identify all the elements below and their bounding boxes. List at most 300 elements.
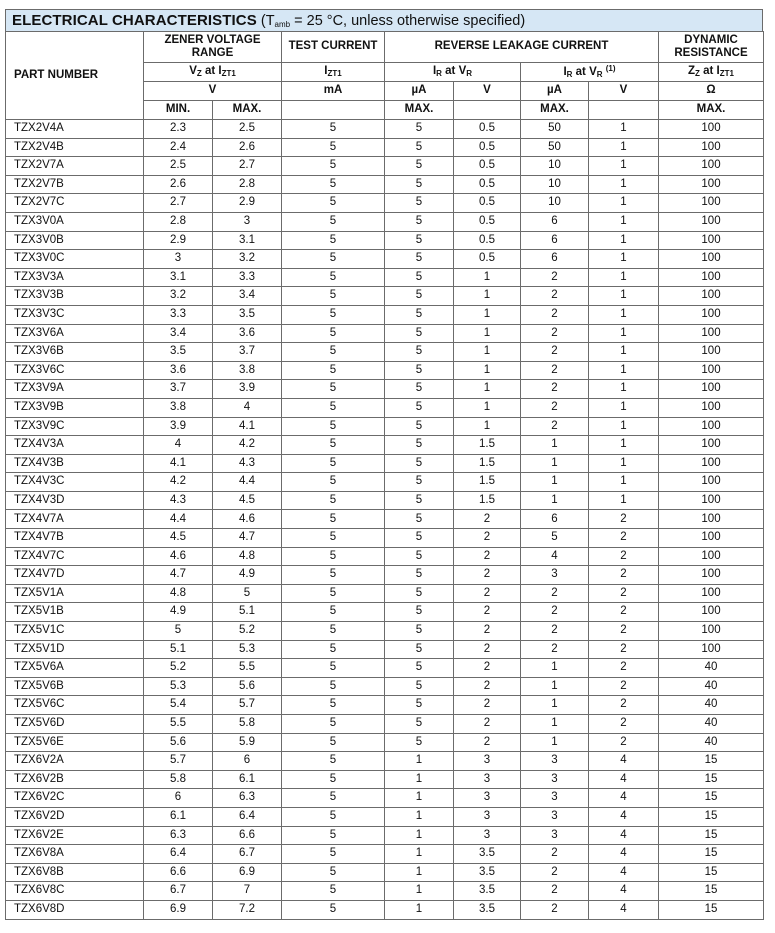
unit-volts: V — [144, 82, 282, 101]
header-test-current: TEST CURRENT — [282, 32, 385, 63]
cell-ir1-max: 1 — [385, 752, 454, 771]
cell-ir2-max: 2 — [521, 417, 589, 436]
cell-ir2-max: 3 — [521, 826, 589, 845]
table-row — [6, 715, 764, 734]
cell-part-number: TZX3V0B — [6, 231, 144, 250]
cell-vz-max: 5.8 — [213, 715, 282, 734]
cell-vr2: 2 — [589, 603, 659, 622]
unit-microamps-1: µA — [385, 82, 454, 101]
cell-vz-min: 6.4 — [144, 845, 213, 864]
cell-izt: 5 — [282, 417, 385, 436]
table-row — [6, 361, 764, 380]
cell-izt: 5 — [282, 845, 385, 864]
header-max: MAX. — [213, 101, 282, 120]
cell-vr2: 4 — [589, 845, 659, 864]
cell-vz-min: 3.4 — [144, 324, 213, 343]
header-ir1-max: MAX. — [385, 101, 454, 120]
cell-vr1: 2 — [454, 510, 521, 529]
cell-vz-min: 4.1 — [144, 454, 213, 473]
table-row — [6, 584, 764, 603]
cell-vr2: 4 — [589, 826, 659, 845]
cell-vz-max: 3.6 — [213, 324, 282, 343]
cell-ir2-max: 1 — [521, 659, 589, 678]
cell-vz-max: 4.4 — [213, 473, 282, 492]
cell-izt: 5 — [282, 120, 385, 139]
cell-vr2: 4 — [589, 789, 659, 808]
cell-part-number: TZX5V6D — [6, 715, 144, 734]
cell-vz-min: 5.1 — [144, 640, 213, 659]
cell-izt: 5 — [282, 250, 385, 269]
table-row — [6, 157, 764, 176]
cell-ir1-max: 5 — [385, 361, 454, 380]
cell-zz-max: 15 — [659, 826, 764, 845]
cell-vr2: 1 — [589, 268, 659, 287]
cell-vz-max: 4.3 — [213, 454, 282, 473]
cell-vr1: 1.5 — [454, 454, 521, 473]
cell-izt: 5 — [282, 287, 385, 306]
table-row — [6, 845, 764, 864]
cell-izt: 5 — [282, 231, 385, 250]
cell-zz-max: 100 — [659, 380, 764, 399]
cell-vz-max: 3.3 — [213, 268, 282, 287]
cell-vz-max: 3 — [213, 212, 282, 231]
cell-ir1-max: 1 — [385, 826, 454, 845]
cell-vr1: 3.5 — [454, 900, 521, 919]
cell-vz-min: 5.6 — [144, 733, 213, 752]
cell-part-number: TZX6V8C — [6, 882, 144, 901]
cell-zz-max: 15 — [659, 752, 764, 771]
cell-zz-max: 100 — [659, 584, 764, 603]
cell-vr1: 2 — [454, 622, 521, 641]
cell-part-number: TZX5V6E — [6, 733, 144, 752]
cell-ir1-max: 5 — [385, 622, 454, 641]
cell-ir1-max: 5 — [385, 138, 454, 157]
header-blank-vr1 — [454, 101, 521, 120]
cell-ir1-max: 5 — [385, 491, 454, 510]
cell-vz-max: 3.1 — [213, 231, 282, 250]
cell-ir2-max: 1 — [521, 677, 589, 696]
cell-vr2: 1 — [589, 454, 659, 473]
cell-part-number: TZX5V1C — [6, 622, 144, 641]
cell-vz-min: 2.4 — [144, 138, 213, 157]
cell-ir1-max: 5 — [385, 677, 454, 696]
cell-part-number: TZX2V4A — [6, 120, 144, 139]
cell-vr2: 4 — [589, 900, 659, 919]
cell-vr2: 1 — [589, 287, 659, 306]
cell-vz-min: 6.7 — [144, 882, 213, 901]
cell-ir1-max: 1 — [385, 807, 454, 826]
cell-part-number: TZX4V7B — [6, 529, 144, 548]
cell-izt: 5 — [282, 491, 385, 510]
cell-izt: 5 — [282, 826, 385, 845]
cell-ir1-max: 5 — [385, 343, 454, 362]
table-row — [6, 659, 764, 678]
cell-vz-max: 3.9 — [213, 380, 282, 399]
table-body — [6, 120, 764, 920]
cell-ir2-max: 3 — [521, 807, 589, 826]
table-row — [6, 640, 764, 659]
cell-part-number: TZX6V8D — [6, 900, 144, 919]
cell-ir1-max: 5 — [385, 566, 454, 585]
cell-izt: 5 — [282, 380, 385, 399]
cell-vz-max: 4.5 — [213, 491, 282, 510]
cell-vz-max: 6 — [213, 752, 282, 771]
cell-ir2-max: 2 — [521, 343, 589, 362]
cell-vr2: 2 — [589, 622, 659, 641]
cell-part-number: TZX5V6A — [6, 659, 144, 678]
cell-ir2-max: 2 — [521, 900, 589, 919]
cell-vz-min: 3.8 — [144, 398, 213, 417]
cell-vr1: 1 — [454, 417, 521, 436]
cell-zz-max: 40 — [659, 677, 764, 696]
cell-part-number: TZX3V6A — [6, 324, 144, 343]
cell-izt: 5 — [282, 807, 385, 826]
cell-izt: 5 — [282, 343, 385, 362]
cell-zz-max: 100 — [659, 398, 764, 417]
table-row — [6, 752, 764, 771]
cell-vz-min: 2.7 — [144, 194, 213, 213]
cell-part-number: TZX6V2C — [6, 789, 144, 808]
cell-izt: 5 — [282, 752, 385, 771]
cell-ir1-max: 5 — [385, 231, 454, 250]
cell-part-number: TZX4V3D — [6, 491, 144, 510]
cell-vr2: 1 — [589, 417, 659, 436]
table-row — [6, 677, 764, 696]
cell-vz-min: 6.1 — [144, 807, 213, 826]
cell-vz-max: 6.9 — [213, 863, 282, 882]
cell-zz-max: 40 — [659, 659, 764, 678]
cell-zz-max: 15 — [659, 789, 764, 808]
cell-vr1: 1 — [454, 324, 521, 343]
cell-part-number: TZX6V8A — [6, 845, 144, 864]
cell-vr2: 1 — [589, 361, 659, 380]
cell-ir1-max: 5 — [385, 417, 454, 436]
cell-ir2-max: 6 — [521, 231, 589, 250]
cell-vr1: 2 — [454, 696, 521, 715]
cell-vr2: 1 — [589, 175, 659, 194]
cell-vr1: 1 — [454, 305, 521, 324]
cell-ir1-max: 5 — [385, 305, 454, 324]
cell-zz-max: 100 — [659, 268, 764, 287]
table-row — [6, 343, 764, 362]
cell-izt: 5 — [282, 547, 385, 566]
cell-vz-min: 4 — [144, 436, 213, 455]
cell-vz-max: 5.5 — [213, 659, 282, 678]
cell-vz-min: 3 — [144, 250, 213, 269]
cell-vr2: 1 — [589, 231, 659, 250]
header-izt: $I_{ZT1}$ — [282, 63, 385, 82]
cell-vr2: 1 — [589, 436, 659, 455]
cell-zz-max: 40 — [659, 696, 764, 715]
cell-izt: 5 — [282, 882, 385, 901]
cell-ir2-max: 4 — [521, 547, 589, 566]
cell-izt: 5 — [282, 324, 385, 343]
characteristics-table — [5, 31, 764, 920]
cell-vr1: 2 — [454, 566, 521, 585]
table-row — [6, 212, 764, 231]
cell-vz-max: 2.6 — [213, 138, 282, 157]
cell-zz-max: 100 — [659, 194, 764, 213]
cell-vr1: 3 — [454, 826, 521, 845]
table-row — [6, 231, 764, 250]
header-zz-at-izt: $Z_Z$ at $I_{ZT1}$ — [659, 63, 764, 82]
cell-vr1: 3.5 — [454, 863, 521, 882]
cell-part-number: TZX4V3C — [6, 473, 144, 492]
header-part-number: PART NUMBER — [6, 32, 144, 120]
cell-zz-max: 100 — [659, 175, 764, 194]
cell-vz-max: 6.1 — [213, 770, 282, 789]
cell-ir2-max: 2 — [521, 622, 589, 641]
cell-ir2-max: 2 — [521, 863, 589, 882]
cell-vr2: 1 — [589, 491, 659, 510]
cell-izt: 5 — [282, 566, 385, 585]
cell-vz-min: 3.7 — [144, 380, 213, 399]
cell-vz-min: 4.6 — [144, 547, 213, 566]
cell-izt: 5 — [282, 770, 385, 789]
cell-ir1-max: 5 — [385, 157, 454, 176]
cell-part-number: TZX3V9C — [6, 417, 144, 436]
header-reverse-leakage: REVERSE LEAKAGE CURRENT — [385, 32, 659, 63]
cell-vr1: 1 — [454, 343, 521, 362]
table-row — [6, 250, 764, 269]
cell-zz-max: 100 — [659, 640, 764, 659]
cell-vz-max: 4.7 — [213, 529, 282, 548]
cell-vr2: 2 — [589, 510, 659, 529]
cell-ir2-max: 2 — [521, 380, 589, 399]
cell-vr1: 3.5 — [454, 882, 521, 901]
cell-vz-min: 5 — [144, 622, 213, 641]
cell-ir2-max: 3 — [521, 770, 589, 789]
cell-part-number: TZX4V3A — [6, 436, 144, 455]
cell-vr2: 2 — [589, 659, 659, 678]
cell-vz-max: 4.8 — [213, 547, 282, 566]
cell-ir2-max: 1 — [521, 436, 589, 455]
cell-vz-min: 5.5 — [144, 715, 213, 734]
cell-ir2-max: 2 — [521, 882, 589, 901]
table-title — [5, 9, 763, 31]
cell-ir1-max: 5 — [385, 436, 454, 455]
table-row — [6, 380, 764, 399]
cell-vr1: 0.5 — [454, 157, 521, 176]
cell-vz-max: 5.9 — [213, 733, 282, 752]
cell-vr2: 4 — [589, 882, 659, 901]
cell-part-number: TZX5V6C — [6, 696, 144, 715]
cell-ir1-max: 5 — [385, 510, 454, 529]
table-row — [6, 733, 764, 752]
cell-part-number: TZX4V7C — [6, 547, 144, 566]
cell-zz-max: 100 — [659, 324, 764, 343]
cell-vz-max: 3.4 — [213, 287, 282, 306]
cell-vz-max: 2.7 — [213, 157, 282, 176]
cell-vz-min: 5.8 — [144, 770, 213, 789]
cell-ir1-max: 5 — [385, 547, 454, 566]
cell-vr2: 1 — [589, 157, 659, 176]
cell-part-number: TZX6V2E — [6, 826, 144, 845]
cell-vr1: 2 — [454, 640, 521, 659]
cell-vr1: 0.5 — [454, 212, 521, 231]
cell-zz-max: 40 — [659, 715, 764, 734]
cell-zz-max: 100 — [659, 491, 764, 510]
cell-vr1: 1.5 — [454, 473, 521, 492]
table-row — [6, 454, 764, 473]
cell-zz-max: 100 — [659, 417, 764, 436]
cell-izt: 5 — [282, 789, 385, 808]
cell-vr1: 1 — [454, 268, 521, 287]
cell-izt: 5 — [282, 361, 385, 380]
cell-vr1: 0.5 — [454, 175, 521, 194]
cell-ir1-max: 1 — [385, 882, 454, 901]
table-row — [6, 138, 764, 157]
cell-ir2-max: 2 — [521, 584, 589, 603]
cell-part-number: TZX3V9B — [6, 398, 144, 417]
cell-ir1-max: 5 — [385, 380, 454, 399]
unit-volts-2: V — [589, 82, 659, 101]
cell-vz-max: 6.4 — [213, 807, 282, 826]
cell-zz-max: 100 — [659, 343, 764, 362]
cell-part-number: TZX4V3B — [6, 454, 144, 473]
cell-izt: 5 — [282, 305, 385, 324]
cell-part-number: TZX5V1A — [6, 584, 144, 603]
cell-part-number: TZX5V1B — [6, 603, 144, 622]
cell-vr1: 1 — [454, 380, 521, 399]
cell-izt: 5 — [282, 194, 385, 213]
cell-vz-max: 5.2 — [213, 622, 282, 641]
cell-vz-min: 3.6 — [144, 361, 213, 380]
cell-vz-min: 4.4 — [144, 510, 213, 529]
cell-zz-max: 15 — [659, 807, 764, 826]
cell-ir2-max: 1 — [521, 733, 589, 752]
cell-vr2: 2 — [589, 584, 659, 603]
cell-vz-min: 4.9 — [144, 603, 213, 622]
cell-ir2-max: 3 — [521, 789, 589, 808]
cell-zz-max: 15 — [659, 770, 764, 789]
cell-part-number: TZX6V2A — [6, 752, 144, 771]
header-ir-at-vr-note: $I_R$ at $V_R$ $^{(1)}$ — [521, 63, 659, 82]
cell-vz-min: 4.8 — [144, 584, 213, 603]
cell-izt: 5 — [282, 677, 385, 696]
cell-vr1: 0.5 — [454, 120, 521, 139]
cell-zz-max: 100 — [659, 120, 764, 139]
cell-vr1: 2 — [454, 584, 521, 603]
cell-vr2: 4 — [589, 807, 659, 826]
cell-zz-max: 100 — [659, 287, 764, 306]
cell-ir1-max: 5 — [385, 696, 454, 715]
cell-ir2-max: 6 — [521, 212, 589, 231]
cell-zz-max: 40 — [659, 733, 764, 752]
cell-izt: 5 — [282, 175, 385, 194]
cell-vr2: 1 — [589, 305, 659, 324]
cell-zz-max: 100 — [659, 566, 764, 585]
cell-zz-max: 100 — [659, 622, 764, 641]
cell-vz-max: 5.3 — [213, 640, 282, 659]
header-ir-at-vr: $I_R$ at $V_R$ — [385, 63, 521, 82]
cell-part-number: TZX3V3B — [6, 287, 144, 306]
cell-zz-max: 15 — [659, 863, 764, 882]
cell-vz-min: 2.6 — [144, 175, 213, 194]
cell-vz-min: 4.7 — [144, 566, 213, 585]
table-row — [6, 268, 764, 287]
cell-ir1-max: 5 — [385, 175, 454, 194]
cell-part-number: TZX6V2D — [6, 807, 144, 826]
cell-vr2: 2 — [589, 715, 659, 734]
cell-vr1: 2 — [454, 603, 521, 622]
cell-vz-min: 6.6 — [144, 863, 213, 882]
cell-part-number: TZX2V7B — [6, 175, 144, 194]
cell-vz-max: 4.2 — [213, 436, 282, 455]
cell-vz-max: 5.6 — [213, 677, 282, 696]
cell-vr2: 2 — [589, 696, 659, 715]
table-row — [6, 305, 764, 324]
cell-zz-max: 15 — [659, 845, 764, 864]
table-row — [6, 436, 764, 455]
cell-vz-max: 7.2 — [213, 900, 282, 919]
cell-zz-max: 100 — [659, 529, 764, 548]
cell-vr2: 2 — [589, 677, 659, 696]
cell-ir1-max: 5 — [385, 120, 454, 139]
table-row — [6, 863, 764, 882]
cell-ir2-max: 10 — [521, 157, 589, 176]
electrical-characteristics-section — [5, 9, 763, 920]
cell-vz-min: 3.3 — [144, 305, 213, 324]
cell-izt: 5 — [282, 473, 385, 492]
table-row — [6, 807, 764, 826]
cell-zz-max: 100 — [659, 510, 764, 529]
cell-part-number: TZX3V0C — [6, 250, 144, 269]
cell-part-number: TZX3V3A — [6, 268, 144, 287]
cell-izt: 5 — [282, 733, 385, 752]
cell-vr1: 0.5 — [454, 194, 521, 213]
table-row — [6, 194, 764, 213]
cell-vr1: 1.5 — [454, 436, 521, 455]
table-row — [6, 900, 764, 919]
cell-izt: 5 — [282, 659, 385, 678]
cell-ir1-max: 1 — [385, 863, 454, 882]
cell-vr2: 1 — [589, 138, 659, 157]
cell-vz-max: 5.1 — [213, 603, 282, 622]
cell-zz-max: 100 — [659, 436, 764, 455]
cell-vz-max: 4.1 — [213, 417, 282, 436]
cell-ir1-max: 1 — [385, 770, 454, 789]
table-row — [6, 510, 764, 529]
cell-vz-min: 4.5 — [144, 529, 213, 548]
cell-vz-max: 2.5 — [213, 120, 282, 139]
cell-izt: 5 — [282, 157, 385, 176]
table-row — [6, 789, 764, 808]
cell-vr2: 1 — [589, 212, 659, 231]
table-row — [6, 696, 764, 715]
table-row — [6, 622, 764, 641]
table-row — [6, 120, 764, 139]
cell-ir2-max: 2 — [521, 287, 589, 306]
cell-vz-min: 3.2 — [144, 287, 213, 306]
cell-vz-max: 3.5 — [213, 305, 282, 324]
cell-vr1: 1 — [454, 361, 521, 380]
cell-ir2-max: 10 — [521, 194, 589, 213]
title-condition: ($T_{amb} = 25$ °C, unless otherwise specified) — [260, 12, 526, 29]
cell-vz-min: 5.2 — [144, 659, 213, 678]
cell-vz-min: 5.7 — [144, 752, 213, 771]
cell-vr1: 2 — [454, 659, 521, 678]
header-blank-test — [282, 101, 385, 120]
header-ir2-max: MAX. — [521, 101, 589, 120]
table-row — [6, 529, 764, 548]
cell-vz-min: 3.1 — [144, 268, 213, 287]
cell-vz-min: 3.5 — [144, 343, 213, 362]
cell-vz-max: 4.9 — [213, 566, 282, 585]
cell-ir1-max: 5 — [385, 733, 454, 752]
cell-vz-min: 6 — [144, 789, 213, 808]
cell-part-number: TZX3V9A — [6, 380, 144, 399]
